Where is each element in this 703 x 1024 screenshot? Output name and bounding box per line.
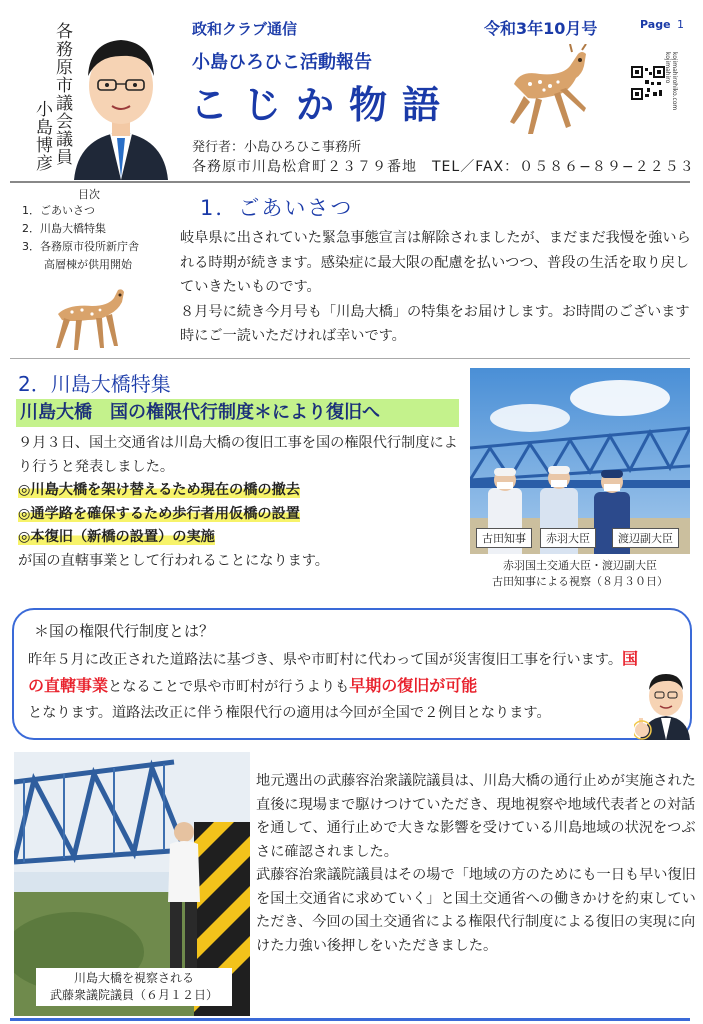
newsletter-series: 政和クラブ通信 — [192, 20, 298, 38]
photo-caption — [470, 554, 690, 598]
greeting-body — [180, 226, 692, 349]
muto-visit-body — [256, 770, 696, 958]
highlight-item: ◎通学路を確保するため歩行者用仮橋の設置 — [18, 505, 300, 522]
issue-date: 令和3年10月号 — [484, 19, 598, 38]
qr-code[interactable] — [626, 52, 678, 120]
table-of-contents — [14, 186, 174, 274]
photo-caption — [36, 968, 232, 1006]
highlight-item: ◎川島大橋を架け替えるため現在の橋の撤去 — [18, 482, 300, 498]
section-heading: 2．川島大橋特集 — [18, 372, 171, 396]
deer-illustration-small — [48, 284, 128, 354]
toc-item[interactable]: 2．川島大橋特集 — [22, 222, 106, 235]
address-contact: 各務原市川島松倉町２３７９番地 TEL／FAX：０５８６−８９−２２５３ — [192, 159, 695, 175]
author-mini-illustration — [634, 660, 694, 740]
emphasis-text: 国の直轄事業 — [28, 649, 639, 695]
person-label: 古田知事 — [476, 528, 532, 548]
section-subheading: 川島大橋 国の権限代行制度＊により復旧へ — [16, 399, 459, 427]
toc-item[interactable]: 3．各務原市役所新庁舎 — [22, 240, 139, 253]
inspection-photo — [470, 368, 690, 598]
deer-illustration — [500, 44, 592, 140]
paragraph: 武藤容治衆議院議員はその場で「地域の方のためにも一日も早い復旧を国土交通省に求めていく」と国土交通省への働きかけを約束していただき、今回の国土交通省による権限代行制度による復旧の実現に向けた力強い後押しをいただきました。 — [256, 867, 696, 954]
paragraph: ８月号に続き今月号も「川島大橋」の特集をお届けします。お時間のございます時にご一読いただければ幸いです。 — [180, 303, 690, 344]
header-divider — [10, 181, 690, 183]
note-box-title: ＊国の権限代行制度とは？ — [34, 622, 215, 640]
qr-caption: kojimahirohiko.com kojimahiro — [664, 52, 678, 111]
role-title: 各務原市議会議員 — [52, 22, 72, 166]
page-label: Page — [640, 18, 671, 31]
person-label: 渡辺副大臣 — [612, 528, 679, 548]
caption-line: 川島大橋を視察される — [73, 971, 194, 985]
publisher: 発行者：小島ひろひこ事務所 — [192, 140, 362, 155]
author-name: 小島博彦 — [32, 100, 52, 172]
toc-heading: 目次 — [78, 188, 100, 201]
paragraph: 岐阜県に出されていた緊急事態宣言は解除されましたが、まだまだ我慢を強いられる時期が続きます。感染症に最大限の配慮を払いつつ、普段の生活を取り戻していきたいものです。 — [180, 230, 691, 295]
note-text: となることで県や市町村が行うよりも — [108, 679, 350, 695]
caption-line: 赤羽国土交通大臣・渡辺副大臣 — [503, 559, 657, 572]
bridge-body — [18, 432, 468, 573]
highlight-item: ◎本復旧（新橋の設置）の実施 — [18, 529, 215, 545]
visit-photo — [14, 752, 250, 1016]
note-text: となります。道路法改正に伴う権限代行の適用は今回が全国で２例目となります。 — [28, 705, 551, 721]
toc-item-continued: 高層棟が供用開始 — [44, 258, 132, 271]
note-box-body — [28, 646, 648, 726]
author-portrait — [72, 20, 170, 180]
section-heading: 1．ごあいさつ — [200, 196, 354, 220]
qr-code-icon — [631, 66, 665, 100]
page-number: 1 — [677, 18, 684, 31]
paragraph: が国の直轄事業として行われることになります。 — [18, 552, 329, 569]
paragraph: 地元選出の武藤容治衆議院議員は、川島大橋の通行止めが実施された直後に現場まで駆けつけていただき、現地視察や地域代表者との対話を通して、通行止めで大きな影響を受けている川島地域の状況をつぶさに確認されました。 — [256, 773, 696, 860]
person-label: 赤羽大臣 — [540, 528, 596, 548]
emphasis-text: 早期の復旧が可能 — [349, 676, 478, 695]
footer-divider — [10, 1018, 690, 1021]
toc-item[interactable]: 1．ごあいさつ — [22, 204, 95, 217]
main-title: こじか物語 — [190, 83, 456, 127]
report-title: 小島ひろひこ活動報告 — [192, 52, 372, 73]
section-divider — [10, 358, 690, 359]
paragraph: ９月３日、国土交通省は川島大橋の復旧工事を国の権限代行制度により行うと発表しました。 — [18, 435, 458, 475]
caption-line: 古田知事による視察（８月３０日） — [492, 575, 668, 588]
note-text: 昨年５月に改正された道路法に基づき、県や市町村に代わって国が災害復旧工事を行います。 — [28, 652, 623, 668]
caption-line: 武藤衆議院議員（６月１２日） — [49, 988, 218, 1002]
